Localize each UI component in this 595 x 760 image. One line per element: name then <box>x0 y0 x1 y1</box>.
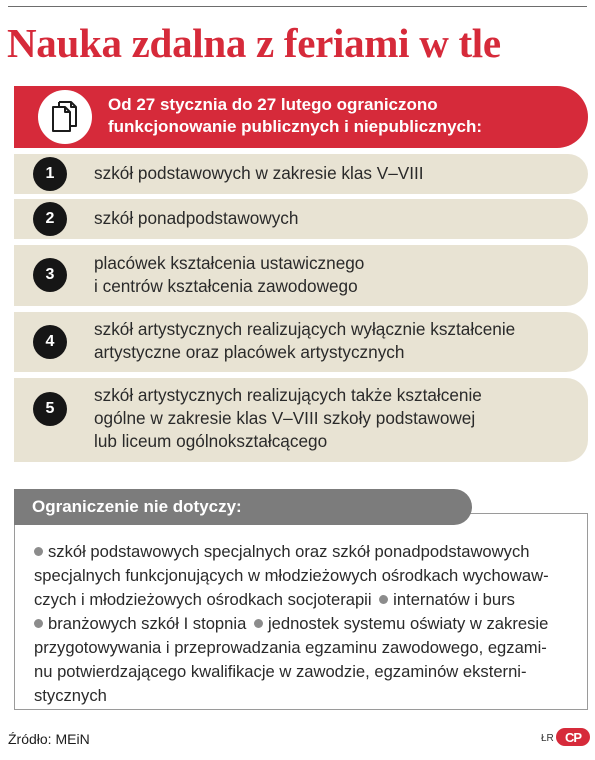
page-title: Nauka zdalna z feriami w tle <box>7 20 501 66</box>
header-text <box>108 94 558 138</box>
list-item <box>14 154 588 194</box>
list-item <box>14 245 588 306</box>
list-item-line: lub liceum ogólnokształcącego <box>94 431 328 451</box>
list-item-line: ogólne w zakresie klas V–VIII szkoły podstawowej <box>94 408 476 428</box>
list-item-line: placówek kształcenia ustawicznego <box>94 253 365 273</box>
exceptions-line <box>34 588 575 612</box>
list-item-line: i centrów kształcenia zawodowego <box>94 276 358 296</box>
header-text-line: Od 27 stycznia do 27 lutego ograniczono <box>108 95 438 114</box>
exceptions-line-text: jednostek systemu oświaty w zakresie <box>267 614 549 633</box>
list-item-text <box>94 162 568 185</box>
bullet-icon <box>379 595 388 604</box>
list-item-line: artystyczne oraz placówek artystycznych <box>94 342 405 362</box>
exceptions-line-text: internatów i burs <box>393 590 515 609</box>
list-item <box>14 312 588 372</box>
exceptions-line <box>34 540 575 564</box>
list-item-text <box>94 252 568 298</box>
source-note: Źródło: MEiN <box>8 731 90 747</box>
number-badge: 3 <box>33 258 67 292</box>
number-badge: 1 <box>33 157 67 191</box>
bullet-icon <box>34 619 43 628</box>
list-item <box>14 378 588 462</box>
exceptions-line-text: szkół podstawowych specjalnych oraz szkół ponadpodstawowych <box>48 542 530 561</box>
exceptions-title: Ograniczenie nie dotyczy: <box>32 497 242 516</box>
header-banner <box>14 86 588 148</box>
number-badge: 5 <box>33 392 67 426</box>
exceptions-line: stycznych <box>34 686 107 705</box>
exceptions-line: specjalnych funkcjonujących w młodzieżowych ośrodkach wychowaw- <box>34 566 549 585</box>
publisher-logo: CP <box>556 728 590 746</box>
bullet-icon <box>34 547 43 556</box>
list-item-line: szkół ponadpodstawowych <box>94 208 299 228</box>
documents-icon <box>38 90 92 144</box>
top-rule <box>8 6 587 7</box>
exceptions-text <box>34 540 575 708</box>
exceptions-line-text: branżowych szkół I stopnia <box>48 614 247 633</box>
number-badge: 2 <box>33 202 67 236</box>
author-initials: ŁR <box>541 733 554 744</box>
list-item-line: szkół artystycznych realizujących wyłącznie kształcenie <box>94 319 516 339</box>
exceptions-line: nu potwierdzającego kwalifikacje w zawodzie, egzaminów eksterni- <box>34 662 527 681</box>
bullet-icon <box>254 619 263 628</box>
list-item-text <box>94 318 568 364</box>
exceptions-line <box>34 612 575 636</box>
exceptions-line-text: czych i młodzieżowych ośrodkach socjoterapii <box>34 590 372 609</box>
exceptions-header <box>14 489 472 525</box>
number-badge: 4 <box>33 325 67 359</box>
list-item-text <box>94 207 568 230</box>
list-item-line: szkół artystycznych realizujących także kształcenie <box>94 385 482 405</box>
exceptions-line: przygotowywania i przeprowadzania egzaminu zawodowego, egzami- <box>34 638 547 657</box>
header-text-line: funkcjonowanie publicznych i niepublicznych: <box>108 117 483 136</box>
list-item <box>14 199 588 239</box>
list-item-line: szkół podstawowych w zakresie klas V–VIII <box>94 163 424 183</box>
list-item-text <box>94 384 568 453</box>
